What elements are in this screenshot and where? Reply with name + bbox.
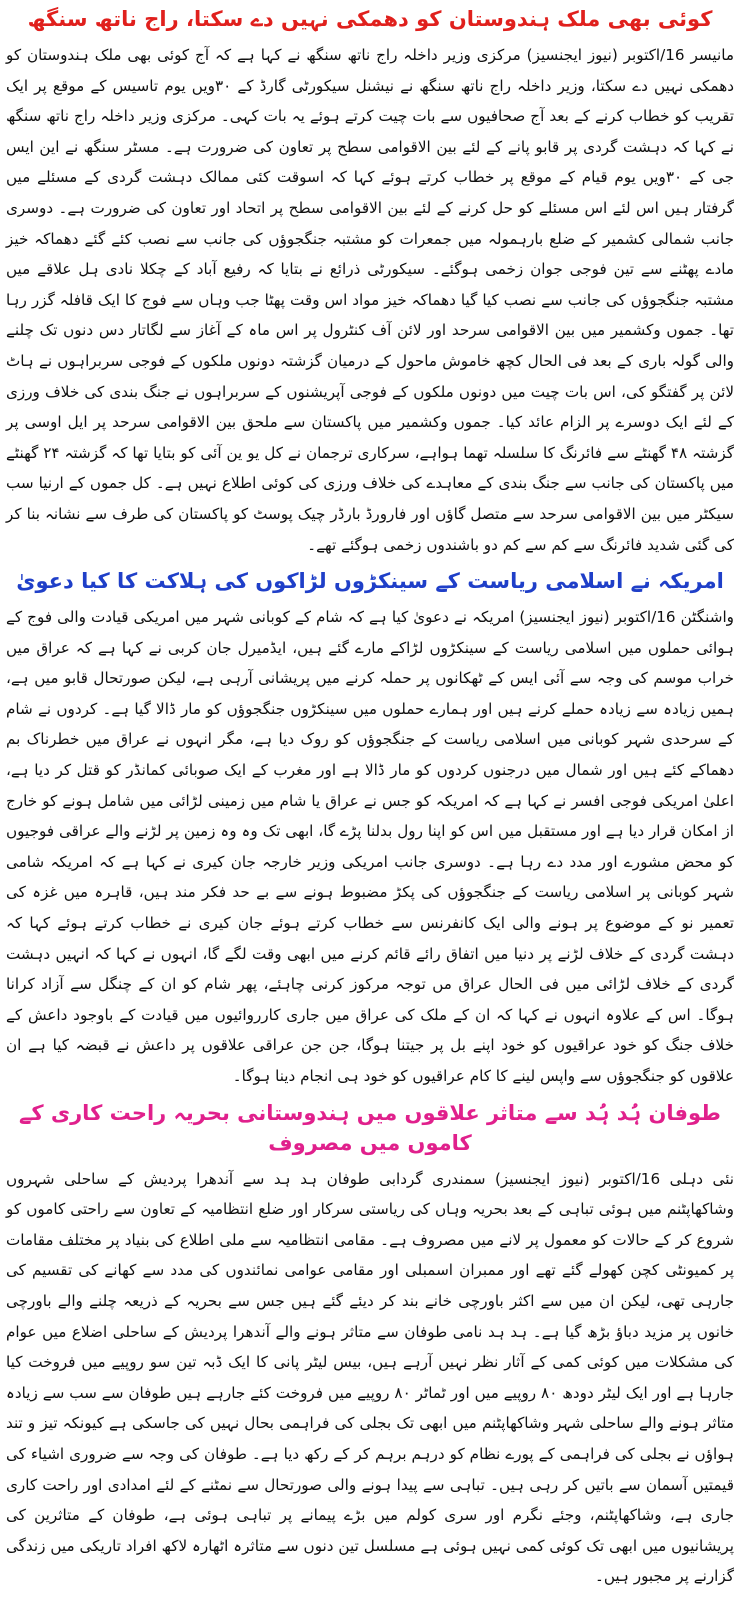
article-headline: کوئی بھی ملک ہندوستان کو دھمکی نہیں دے سکتا، راج ناتھ سنگھ	[27, 7, 713, 31]
article-body: نئی دہلی 16/اکتوبر (نیوز ایجنسیز) سمندری گردابی طوفان ہد ہد سے آندھرا پردیش کے ساحلی شہروں وشاکھاپٹنم میں ہوئی تباہی کے بعد بحریہ وہاں کی ریاستی سرکار اور ضلع انتظامیہ کے تعاون سے راحتی کاموں کو شروع کر کے حالات کو معمول پر لانے میں مصروف ہے۔ مقامی انتظامیہ سے ملی اطلاع کی بنیاد پر مختلف مقامات پر کمیونٹی کچن کھولے گئے تھے اور ممبران اسمبلی اور مقامی عوامی نمائندوں کی مدد سے کھانے کی تقسیم کی جارہی تھی، لیکن ان میں سے اکثر باورچی خانے بند کر دیئے گئے ہیں جس سے بحریہ کے ذریعہ چلنے والے باورچی خانوں پر مزید دباؤ بڑھ گیا ہے۔ ہد ہد نامی طوفان سے متاثر ہونے والے آندھرا پردیش کے ساحلی اضلاع میں عوام کی مشکلات میں کوئی کمی کے آثار نظر نہیں آرہے ہیں، بیس لیٹر پانی کا ایک ڈبہ تین سو روپیے میں فروخت کیا جارہا ہے اور ایک لیٹر دودھ ۸۰ روپیے میں اور ٹماٹر ۸۰ روپیے میں فروخت کئے جارہے ہیں طوفان سے سب سے زیادہ متاثر ہونے والے ساحلی شہر وشاکھاپٹنم میں ابھی تک بجلی کی فراہمی بحال نہیں کی جاسکی ہے کیونکہ تیز و تند ہواؤں نے بجلی کی فراہمی کے پورے نظام کو درہم برہم کر کے رکھ دیا ہے۔ طوفان کی وجہ سے ضروری اشیاء کی قیمتیں آسمان سے باتیں کر رہی ہیں۔ تباہی سے پیدا ہونے والی صورتحال سے نمٹنے کے لئے امدادی اور راحت کاری جاری ہے، وشاکھاپٹنم، وجئے نگرم اور سری کولم میں بڑے پیمانے پر تباہی ہوئی ہے، طوفان کے متاثرین کی پریشانیوں میں ابھی تک کوئی کمی نہیں ہوئی ہے مسلسل تین دنوں سے متاثرہ اٹھارہ لاکھ افراد تاریکی میں زندگی گزارنے پر مجبور ہیں۔	[6, 1169, 734, 1586]
article-rajnath-singh	[6, 4, 734, 560]
article-us-islamic-state	[6, 566, 734, 1092]
article-headline: طوفان ہُد ہُد سے متاثر علاقوں میں ہندوستانی بحریہ راحت کاری کے کاموں میں مصروف	[19, 1100, 721, 1155]
article-headline: امریکہ نے اسلامی ریاست کے سینکڑوں لڑاکوں کی ہلاکت کا کیا دعویٰ	[16, 569, 724, 594]
article-body: مانیسر 16/اکتوبر (نیوز ایجنسیز) مرکزی وزیر داخلہ راج ناتھ سنگھ نے کہا ہے کہ آج کوئی بھی ملک ہندوستان کو دھمکی نہیں دے سکتا، وزیر داخلہ راج ناتھ سنگھ نے نیشنل سیکورٹی گارڈ کے ۳۰ویں یوم تاسیس کے موقع پر ایک تقریب کو خطاب کرنے کے بعد آج صحافیوں سے بات چیت کرتے ہوئے یہ بات کہی۔ مرکزی وزیر داخلہ راج ناتھ سنگھ نے کہا کہ دہشت گردی پر قابو پانے کے لئے بین الاقوامی سطح پر تعاون کی ضرورت ہے۔ مسٹر سنگھ نے این ایس جی کے ۳۰ویں یوم قیام کے موقع پر خطاب کرتے ہوئے کہا کہ اسوقت کئی ممالک دہشت گردی کے مسئلے میں گرفتار ہیں اس لئے اس مسئلے کو حل کرنے کے لئے بین الاقوامی سطح پر اتحاد اور تعاون کی ضرورت ہے۔ دوسری جانب شمالی کشمیر کے ضلع بارہمولہ میں جمعرات کو مشتبہ جنگجوؤں کی جانب سے نصب کئے گئے دھماکہ خیز مادے پھٹنے سے تین فوجی جوان زخمی ہوگئے۔ سیکورٹی ذرائع نے بتایا کہ رفیع آباد کے چکلا نادی ہل علاقے میں مشتبہ جنگجوؤں کی جانب سے نصب کیا گیا دھماکہ خیز مواد اس وقت پھٹا جب وہاں سے فوج کا ایک قافلہ گزر رہا تھا۔ جموں وکشمیر میں بین الاقوامی سرحد اور لائن آف کنٹرول پر اس ماہ کے آغاز سے لگاتار دس دنوں تک چلنے والی گولہ باری کے بعد فی الحال کچھ خاموش ماحول کے درمیان گزشتہ دونوں ملکوں کے فوجی سربراہوں نے ہاٹ لائن پر گفتگو کی، اس بات چیت میں دونوں ملکوں کے فوجی آپریشنوں کے سربراہوں نے جنگ بندی کی خلاف ورزی کے لئے ایک دوسرے پر الزام عائد کیا۔ جموں وکشمیر میں پاکستان سے ملحق بین الاقوامی سرحد پر ایل اوسی پر گزشتہ ۴۸ گھنٹے سے فائرنگ کا سلسلہ تھما ہواہے، سرکاری ترجمان نے کل یو ین آئی کو بتایا تھا کہ گزشتہ ۲۴ گھنٹے میں پاکستان کی جانب سے جنگ بندی کے معاہدے کی خلاف ورزی کی کوئی اطلاع نہیں ہے۔ کل جموں کے ارنیا سب سیکٹر میں بین الاقوامی سرحد سے متصل گاؤں اور فارورڈ بارڈر چیک پوسٹ کو پاکستان کی طرف سے نشانہ بنا کر کی گئی شدید فائرنگ سے کم سے کم دو باشندوں زخمی ہوگئے تھے۔	[6, 46, 734, 554]
article-hudhud-cyclone	[6, 1098, 734, 1592]
article-body: واشنگٹن 16/اکتوبر (نیوز ایجنسیز) امریکہ نے دعویٰ کیا ہے کہ شام کے کوبانی شہر میں امریکی قیادت والی فوج کے ہوائی حملوں میں اسلامی ریاست کے سینکڑوں لڑاکے مارے گئے ہیں، ایڈمیرل جان کربی نے کہا ہے کہ عراق میں خراب موسم کی وجہ سے آئی ایس کے ٹھکانوں پر حملہ کرنے میں پریشانی آرہی ہے، لیکن صورتحال قابو میں ہے، ہمیں زیادہ سے زیادہ حملے کرنے ہیں اور ہمارے حملوں میں سینکڑوں جنگجوؤں کو مار ڈالا گیا ہے۔ کردوں نے شام کے سرحدی شہر کوبانی میں اسلامی ریاست کے جنگجوؤں کو روک دیا ہے، مگر انہوں نے عراق میں خطرناک بم دھماکے کئے ہیں اور شمال میں درجنوں کردوں کو مار ڈالا ہے اور مغرب کے ایک صوبائی کمانڈر کو قتل کر دیا ہے، اعلیٰ امریکی فوجی افسر نے کہا ہے کہ امریکہ کو جس نے عراق یا شام میں زمینی لڑائی میں شامل ہونے کو خارج از امکان قرار دیا ہے اور مستقبل میں اس کو اپنا رول بدلنا پڑے گا، ابھی تک وہ وہ زمین پر لڑنے والے عراقی فوجیوں کو محض مشورے اور مدد دے رہا ہے۔ دوسری جانب امریکی وزیر خارجہ جان کیری نے کہا ہے کہ امریکہ شامی شہر کوبانی پر اسلامی ریاست کے جنگجوؤں کی پکڑ مضبوط ہونے سے بے حد فکر مند ہیں، قاہرہ میں غزہ کی تعمیر نو کے موضوع پر ہونے والی ایک کانفرنس سے خطاب کرتے ہوئے جان کیری نے خطاب کرتے ہوئے کہا کہ دہشت گردی کے خلاف لڑنے پر دنیا میں اتفاق رائے قائم کرنے میں ابھی وقت لگے گا، انہوں نے کہا کہ انہیں دہشت گردی کے خلاف لڑائی میں فی الحال عراق مں توجہ مرکوز کرنی چاہئے، پھر شام کو ان کے چنگل سے آزاد کرانا ہوگا۔ اس کے علاوہ انہوں نے کہا کہ ان کے ملک کی عراق میں جاری کارروائیوں میں قیادت کے باوجود داعش کے خلاف جنگ کو خود عراقیوں کو خود اپنے بل پر جیتنا ہوگا، جن جن عراقی علاقوں پر داعش نے قبضہ کیا ہے ان علاقوں کو جنگجوؤں سے واپس لینے کا کام عراقیوں کو خود ہی انجام دینا ہوگا۔	[6, 608, 734, 1085]
